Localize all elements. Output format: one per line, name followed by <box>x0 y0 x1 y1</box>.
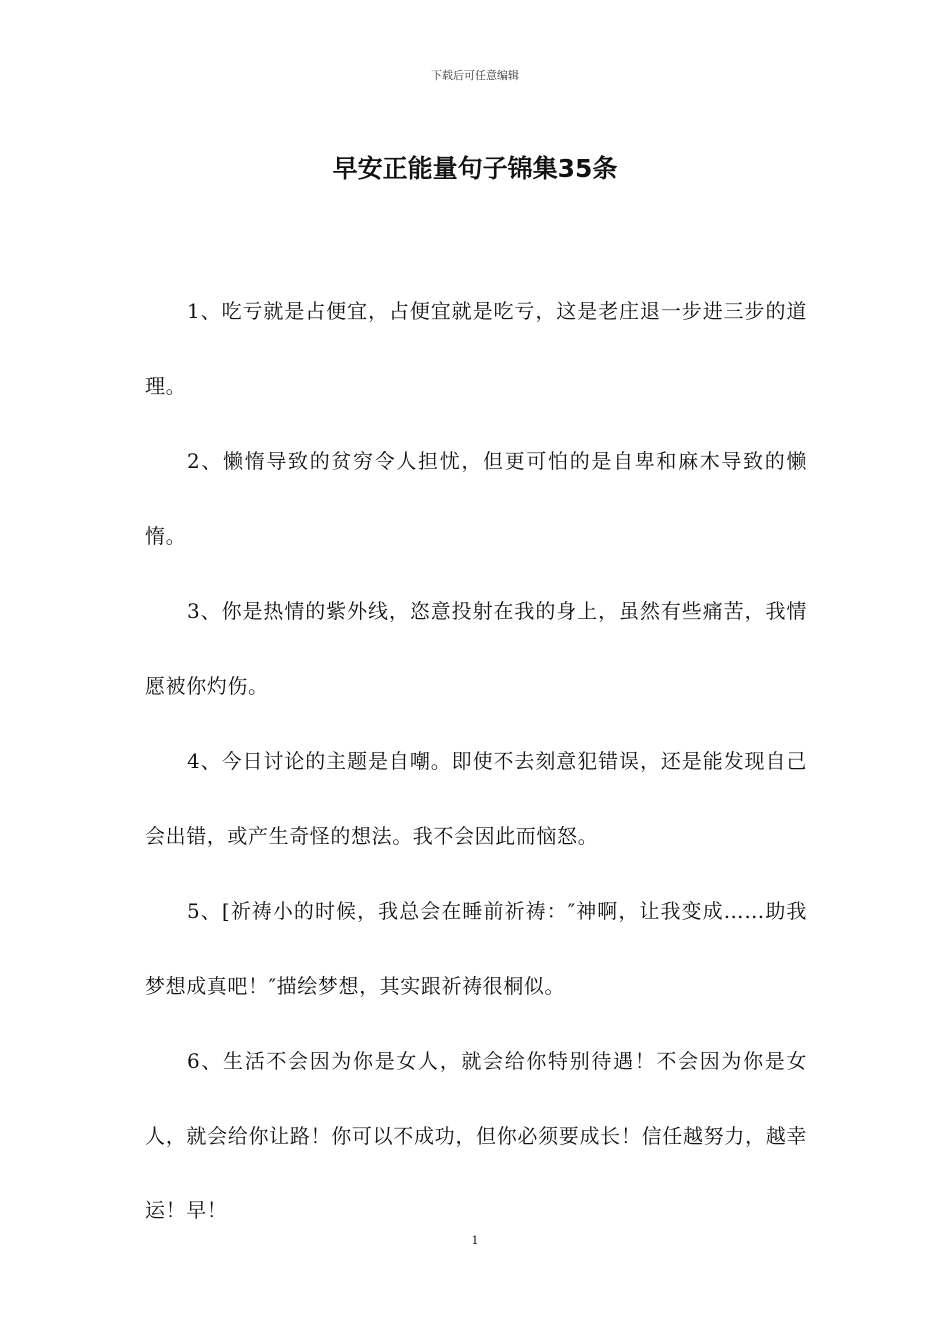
document-body <box>145 274 807 1249</box>
paragraph-5: 5、[祈祷小的时候，我总会在睡前祈祷：″神啊，让我变成……助我梦想成真吧！″描绘梦想，其实跟祈祷很桐似。 <box>145 899 807 998</box>
paragraph-6: 6、生活不会因为你是女人，就会给你特别待遇！不会因为你是女人，就会给你让路！你可以不成功，但你必须要成长！信任越努力，越幸运！早！ <box>145 1049 807 1222</box>
paragraph-3: 3、你是热情的紫外线，恣意投射在我的身上，虽然有些痛苦，我情愿被你灼伤。 <box>145 599 807 698</box>
paragraph-4: 4、今日讨论的主题是自嘲。即使不去刻意犯错误，还是能发现自己会出错，或产生奇怪的想法。我不会因此而恼怒。 <box>145 749 807 848</box>
header-note: 下载后可任意编辑 <box>431 69 519 82</box>
paragraph-2: 2、懒惰导致的贫穷令人担忧，但更可怕的是自卑和麻木导致的懒惰。 <box>145 449 807 548</box>
page-number: 1 <box>471 1234 479 1247</box>
document-title: 早安正能量句子锦集35条 <box>332 154 618 183</box>
paragraph-1: 1、吃亏就是占便宜，占便宜就是吃亏，这是老庄退一步进三步的道理。 <box>145 299 807 398</box>
